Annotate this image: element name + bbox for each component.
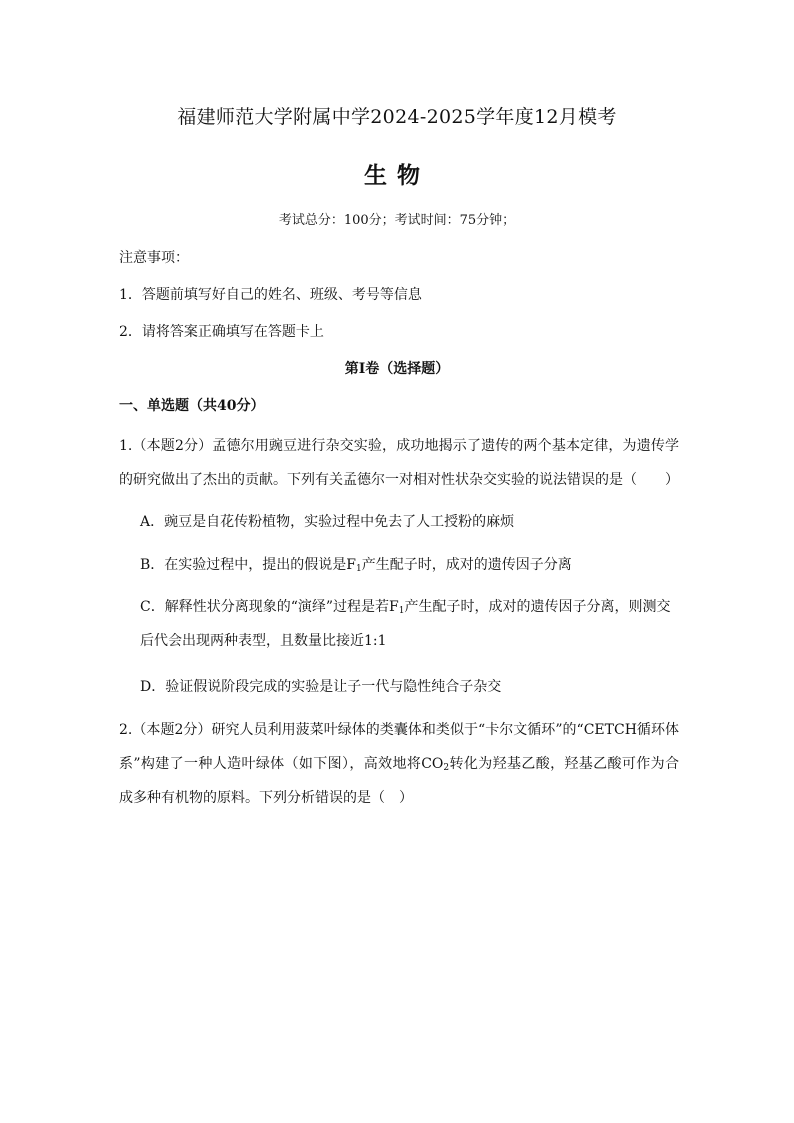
option-text: D．验证假说阶段完成的实验是让子一代与隐性纯合子杂交	[140, 679, 502, 695]
subject-title: 生物	[364, 162, 430, 189]
volume-title: 第I卷（选择题）	[344, 361, 450, 377]
question-1-option-b	[140, 548, 680, 582]
exam-title: 福建师范大学附属中学2024-2025学年度12月模考	[177, 106, 617, 128]
question-1-option-a	[140, 505, 680, 539]
part-title: 一、单选题（共40分）	[119, 398, 265, 414]
option-text: 产生配子时，成对的遗传因子分离，则测交后代会出现两种表型，且数量比接近1:1	[140, 599, 671, 649]
option-text: 产生配子时，成对的遗传因子分离	[361, 557, 572, 573]
notes-heading: 注意事项：	[119, 250, 189, 266]
note-item: 1．答题前填写好自己的姓名、班级、考号等信息	[119, 287, 422, 303]
option-text: B．在实验过程中，提出的假说是F	[140, 557, 357, 573]
subscript: 1	[356, 564, 362, 574]
subscript: 1	[398, 606, 405, 616]
question-text: 转化为羟基乙酸，羟基乙酸可作为合成多种有机物的原料。下列分析错误的是（ ）	[119, 756, 679, 806]
option-text: A．豌豆是自花传粉植物，实验过程中免去了人工授粉的麻烦	[140, 514, 515, 530]
question-1-option-c	[140, 590, 680, 658]
question-text: 2.（本题2分）研究人员利用菠菜叶绿体的类囊体和类似于“卡尔文循环”的“CETCH循环体系”构建了一种人造叶绿体（如下图），高效地将CO	[119, 722, 679, 772]
question-1-option-d	[140, 670, 680, 704]
option-text: C．解释性状分离现象的“演绎”过程是若F	[140, 599, 399, 615]
exam-info: 考试总分：100分；考试时间：75分钟；	[278, 213, 516, 228]
note-item: 2．请将答案正确填写在答题卡上	[119, 324, 324, 340]
subscript: 2	[443, 763, 450, 773]
question-2-text	[119, 713, 679, 815]
question-1-text: 1.（本题2分）孟德尔用豌豆进行杂交实验，成功地揭示了遗传的两个基本定律，为遗传学的研究做出了杰出的贡献。下列有关孟德尔一对相对性状杂交实验的说法错误的是（ ）	[119, 438, 679, 488]
